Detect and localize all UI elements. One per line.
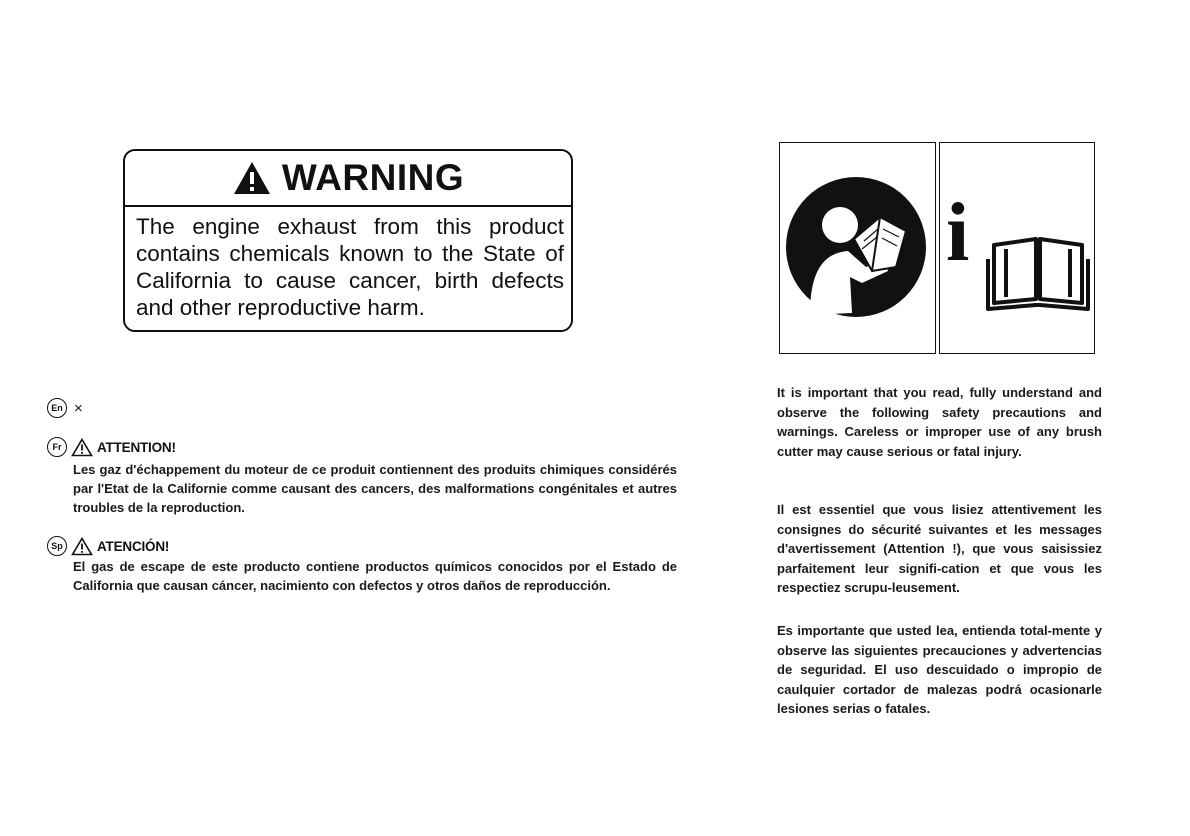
english-section	[47, 398, 83, 418]
caution-triangle-icon	[71, 438, 93, 457]
warning-header	[125, 151, 571, 207]
spanish-badge: Sp	[47, 536, 67, 556]
english-badge: En	[47, 398, 67, 418]
warning-text: The engine exhaust from this product contains chemicals known to the State of California to cause cancer, birth defects and other reproductive harm.	[136, 214, 564, 320]
warning-triangle-icon	[232, 160, 272, 196]
warning-label	[123, 149, 573, 332]
spanish-text: El gas de escape de este producto contiene productos químicos conocidos por el Estado de California que causan cáncer, nacimiento con defectos y otros daños de reproducción.	[73, 559, 677, 593]
notice-french: Il est essentiel que vous lisiez attentivement les consignes do sécurité suivantes et les messages d'avertissement (Attention !), que vous saisissiez parfaitement leur signifi-cation et que vous les respectiez scrupu-leusement.	[777, 502, 1102, 595]
read-manual-icon	[780, 143, 934, 352]
french-heading: ATTENTION!	[97, 439, 176, 455]
caution-triangle-icon	[71, 537, 93, 556]
notice-spanish: Es importante que usted lea, entienda total-mente y observe las siguientes precauciones y advertencias de seguridad. El uso descuidado o impropio de caulquier cortador de malezas podrá ocasionarle lesiones serias o fatales.	[777, 623, 1102, 716]
warning-title: WARNING	[281, 157, 465, 198]
notice-english: It is important that you read, fully understand and observe the following safety precautions and warnings. Careless or improper use of any brush cutter may cause serious or fatal injury.	[777, 385, 1102, 459]
info-book-pictogram	[939, 142, 1095, 354]
read-manual-pictogram	[779, 142, 936, 354]
info-letter: i	[946, 186, 970, 279]
french-badge: Fr	[47, 437, 67, 457]
english-mark: ×	[74, 399, 83, 417]
french-text: Les gaz d'échappement du moteur de ce produit contiennent des produits chimiques considérés par l'Etat de la Californie comme causant des cancers, des malformations congénitales et autres troubles de la reproduction.	[73, 462, 677, 515]
french-heading-row	[47, 437, 176, 457]
spanish-heading-row	[47, 536, 169, 556]
spanish-heading: ATENCIÓN!	[97, 538, 170, 554]
info-book-icon	[984, 233, 1092, 313]
